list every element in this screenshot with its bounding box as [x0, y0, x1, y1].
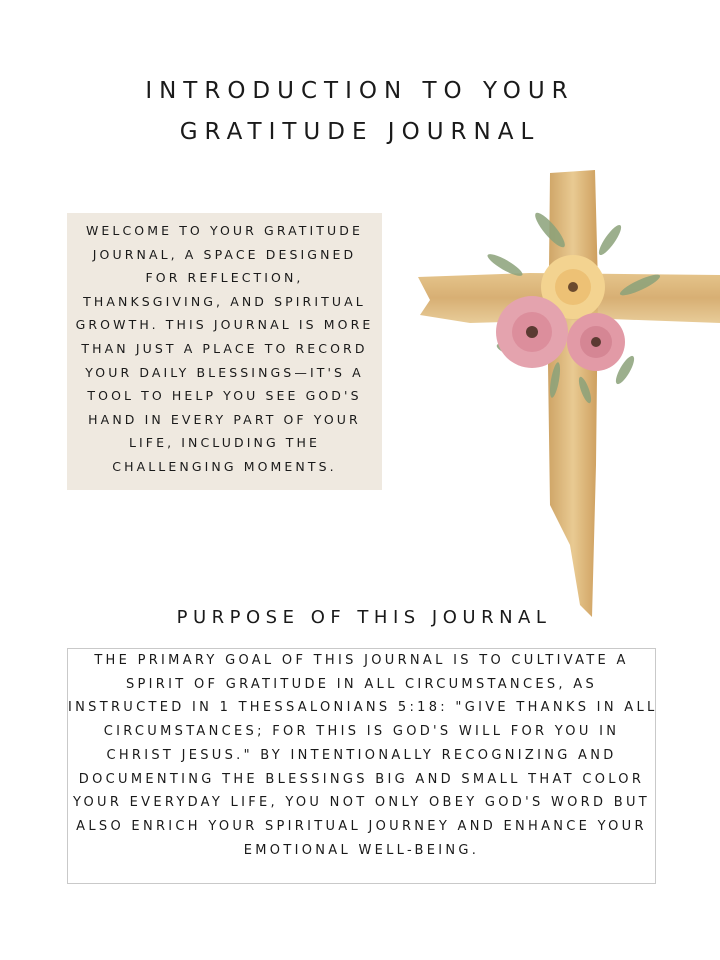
title-line-2: GRATITUDE JOURNAL: [179, 119, 541, 145]
text-line: HAND IN EVERY PART OF YOUR: [88, 411, 361, 427]
text-line: WELCOME TO YOUR GRATITUDE: [85, 223, 364, 238]
text-line: CIRCUMSTANCES; FOR THIS IS GOD'S WILL FOR YOU IN: [103, 724, 620, 740]
intro-text-box: [67, 213, 382, 490]
text-line: THAN JUST A PLACE TO RECORD: [81, 341, 368, 356]
text-line: ALSO ENRICH YOUR SPIRITUAL JOURNEY AND ENHANCE YOUR: [76, 818, 647, 834]
text-line: GROWTH. THIS JOURNAL IS MORE: [75, 317, 374, 333]
text-line: INSTRUCTED IN 1 THESSALONIANS 5:18: "GIVE THANKS IN ALL: [68, 700, 658, 716]
title-line-1: INTRODUCTION TO YOUR: [145, 78, 575, 104]
text-line: THANKSGIVING, AND SPIRITUAL: [83, 293, 366, 309]
text-line: FOR REFLECTION,: [145, 270, 304, 286]
text-line: TOOL TO HELP YOU SEE GOD'S: [87, 388, 362, 404]
text-line: LIFE, INCLUDING THE: [128, 435, 321, 451]
purpose-heading: PURPOSE OF THIS JOURNAL: [176, 607, 552, 628]
text-line: EMOTIONAL WELL-BEING.: [243, 842, 480, 858]
text-line: YOUR EVERYDAY LIFE, YOU NOT ONLY OBEY GOD'S WORD BUT: [72, 795, 650, 811]
text-line: CHRIST JESUS." BY INTENTIONALLY RECOGNIZING AND: [106, 747, 617, 763]
purpose-text-box: [67, 648, 656, 884]
text-line: DOCUMENTING THE BLESSINGS BIG AND SMALL THAT COLOR: [78, 771, 645, 787]
text-line: THE PRIMARY GOAL OF THIS JOURNAL IS TO CULTIVATE A: [94, 653, 629, 668]
floral-cross-icon: [410, 165, 720, 625]
text-line: SPIRIT OF GRATITUDE IN ALL CIRCUMSTANCES, AS: [125, 676, 598, 692]
text-line: JOURNAL, A SPACE DESIGNED: [92, 246, 357, 262]
text-line: YOUR DAILY BLESSINGS—IT'S A: [85, 364, 364, 380]
text-line: CHALLENGING MOMENTS.: [112, 459, 337, 474]
